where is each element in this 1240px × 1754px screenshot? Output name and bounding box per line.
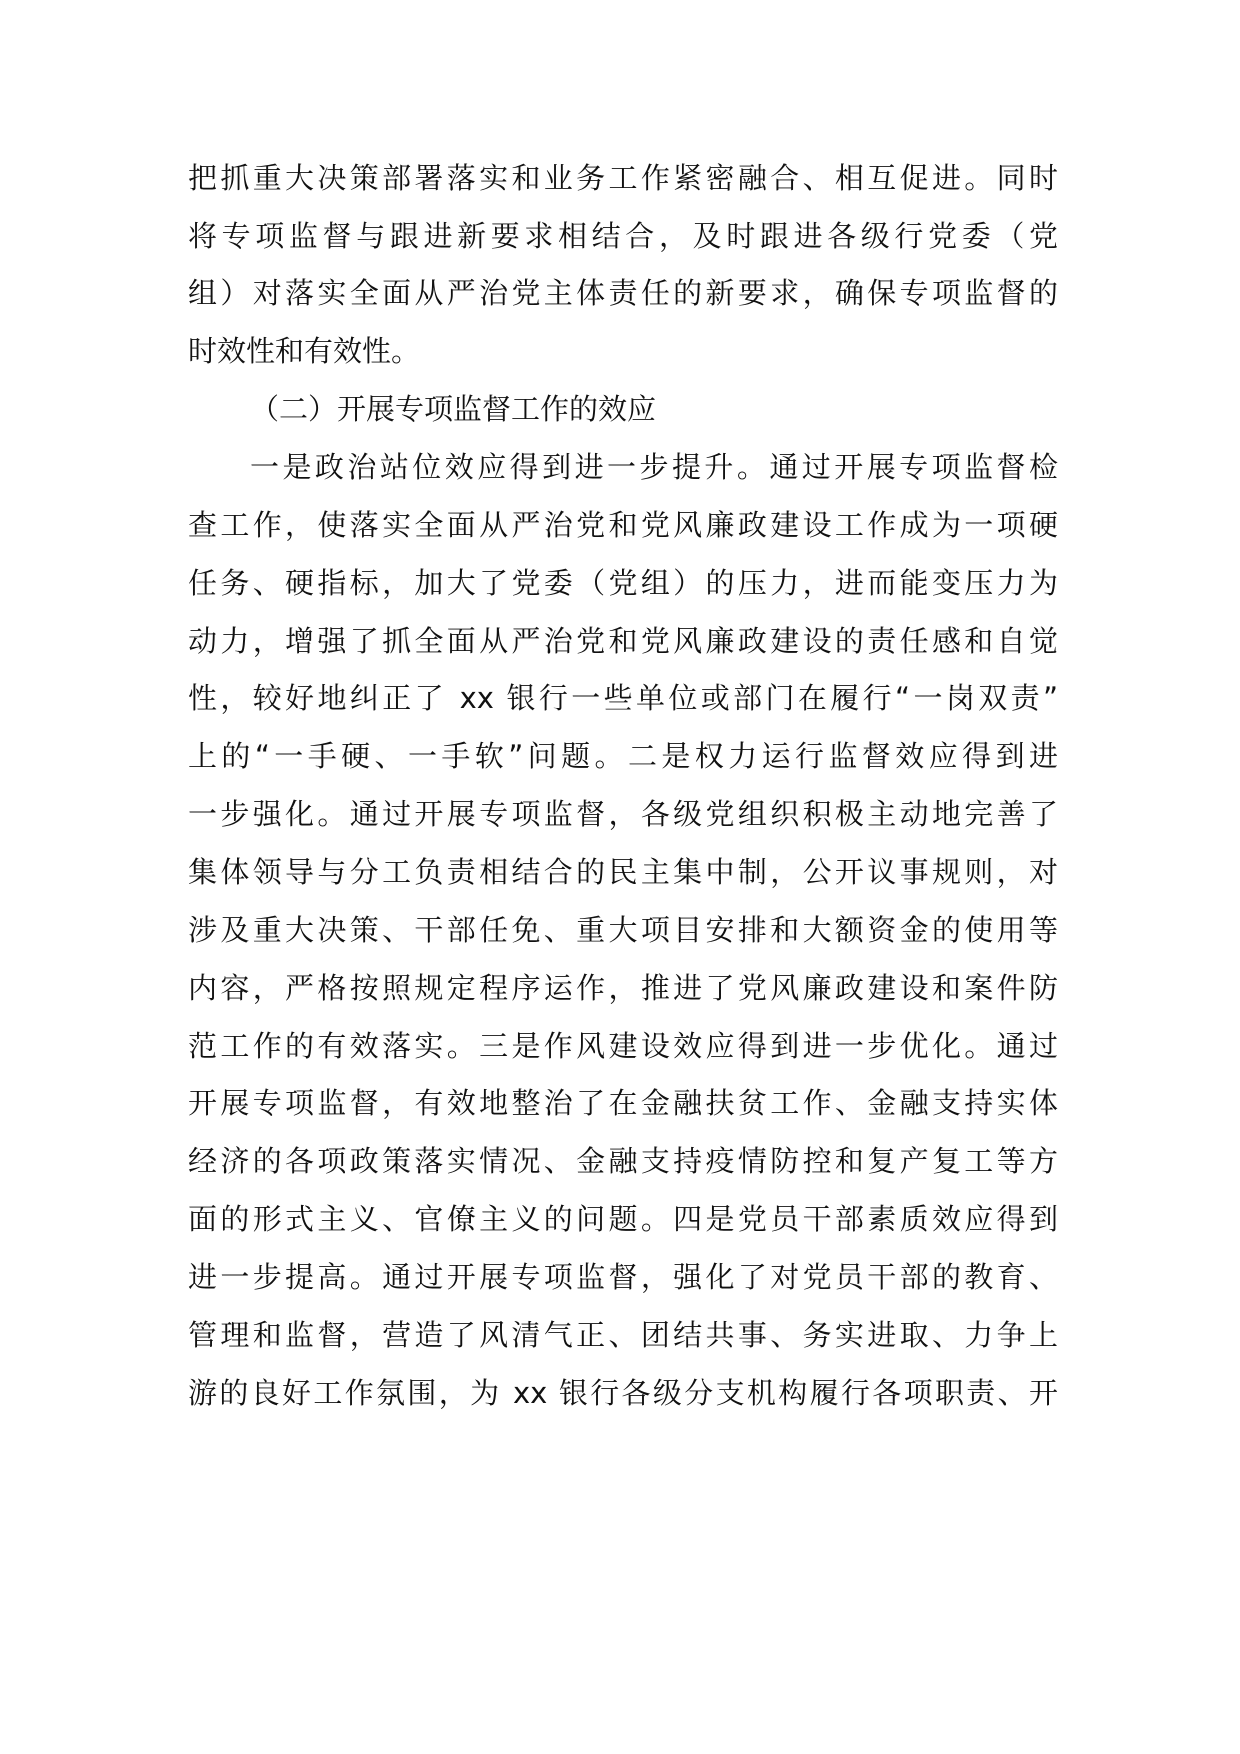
text-line: 性，较好地纠正了 xx 银行一些单位或部门在履行“一岗双责” [188,681,1058,715]
text-line: 上的“一手硬、一手软”问题。二是权力运行监督效应得到进 [188,739,1058,773]
text-line: 开展专项监督，有效地整治了在金融扶贫工作、金融支持实体 [188,1086,1058,1120]
text-line: 查工作，使落实全面从严治党和党风廉政建设工作成为一项硬 [188,508,1058,542]
text-line: 管理和监督，营造了风清气正、团结共事、务实进取、力争上 [188,1318,1058,1352]
text-line: 经济的各项政策落实情况、金融支持疫情防控和复产复工等方 [188,1144,1058,1178]
text-line: 进一步提高。通过开展专项监督，强化了对党员干部的教育、 [188,1260,1058,1294]
text-line: 范工作的有效落实。三是作风建设效应得到进一步优化。通过 [188,1029,1058,1063]
text-line: 将专项监督与跟进新要求相结合，及时跟进各级行党委（党 [188,219,1058,253]
text-line: 组）对落实全面从严治党主体责任的新要求，确保专项监督的 [188,276,1058,310]
section-heading: （二）开展专项监督工作的效应 [250,392,657,426]
text-line: 任务、硬指标，加大了党委（党组）的压力，进而能变压力为 [188,566,1058,600]
text-line: 动力，增强了抓全面从严治党和党风廉政建设的责任感和自觉 [188,624,1058,658]
text-line: 一步强化。通过开展专项监督，各级党组织积极主动地完善了 [188,797,1058,831]
text-line: 面的形式主义、官僚主义的问题。四是党员干部素质效应得到 [188,1202,1058,1236]
text-line: 一是政治站位效应得到进一步提升。通过开展专项监督检 [250,450,1058,484]
text-line: 游的良好工作氛围，为 xx 银行各级分支机构履行各项职责、开 [188,1376,1058,1410]
text-line: 涉及重大决策、干部任免、重大项目安排和大额资金的使用等 [188,913,1058,947]
text-line: 把抓重大决策部署落实和业务工作紧密融合、相互促进。同时 [188,161,1058,195]
text-line: 内容，严格按照规定程序运作，推进了党风廉政建设和案件防 [188,971,1058,1005]
text-line: 时效性和有效性。 [188,334,421,368]
text-line: 集体领导与分工负责相结合的民主集中制，公开议事规则，对 [188,855,1058,889]
